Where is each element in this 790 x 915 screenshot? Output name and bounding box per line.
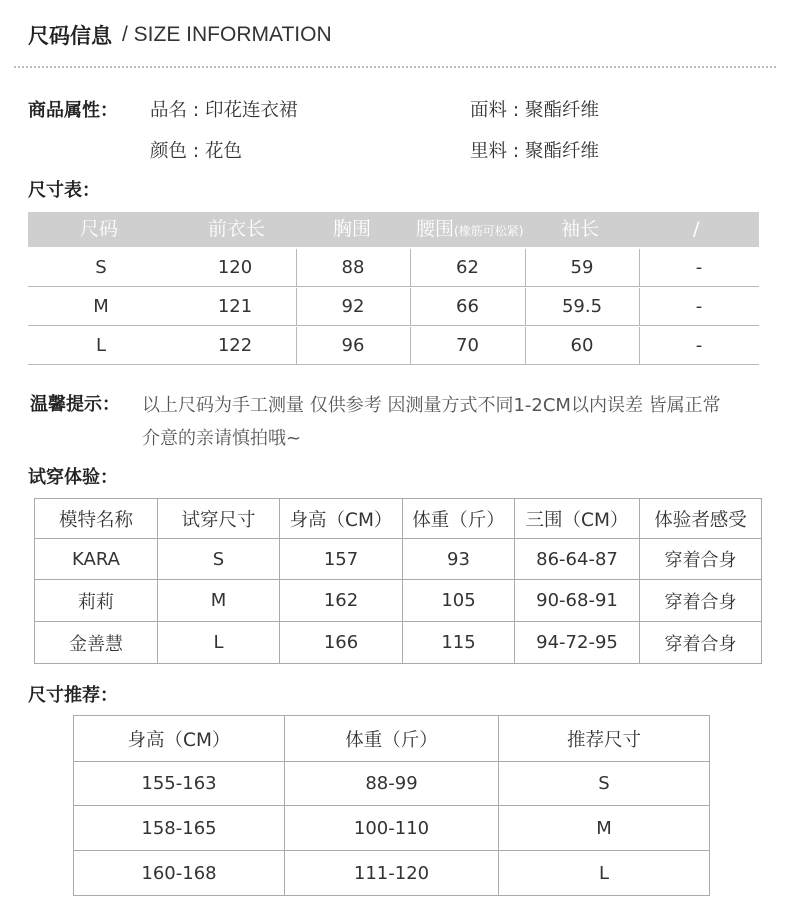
recommend-table bbox=[73, 715, 710, 896]
title-separator: / bbox=[122, 23, 134, 46]
table-row bbox=[35, 539, 762, 580]
header-waist-text: 腰围 bbox=[416, 218, 455, 240]
table-cell: 94-72-95 bbox=[515, 622, 640, 664]
table-cell: 157 bbox=[280, 539, 403, 580]
trial-table bbox=[34, 498, 762, 664]
size-table-header bbox=[28, 212, 759, 247]
attr-product-name: 品名 : 印花连衣裙 bbox=[150, 100, 298, 121]
size-table-label: 尺寸表： bbox=[28, 180, 100, 201]
table-cell: L bbox=[158, 622, 280, 664]
table-cell: 122 bbox=[217, 335, 253, 356]
table-row bbox=[74, 762, 710, 806]
attr-fabric: 面料 : 聚酯纤维 bbox=[470, 100, 599, 121]
page-title bbox=[28, 20, 332, 50]
table-cell: - bbox=[695, 296, 703, 317]
table-cell: 穿着合身 bbox=[640, 539, 762, 580]
table-cell: 穿着合身 bbox=[640, 580, 762, 622]
table-cell: 62 bbox=[456, 257, 479, 278]
table-cell: - bbox=[695, 335, 703, 356]
table-cell: 105 bbox=[403, 580, 515, 622]
table-cell: 86-64-87 bbox=[515, 539, 640, 580]
trial-header-row bbox=[35, 499, 762, 539]
table-cell: 88-99 bbox=[285, 762, 499, 806]
recommend-header-height: 身高（CM） bbox=[74, 716, 285, 762]
table-cell: S bbox=[95, 257, 107, 278]
table-cell: 70 bbox=[456, 335, 479, 356]
header-sleeve: 袖长 bbox=[561, 218, 600, 240]
recommend-header-row bbox=[74, 716, 710, 762]
trial-header-measurements: 三围（CM） bbox=[515, 499, 640, 539]
table-cell: - bbox=[695, 257, 703, 278]
table-row bbox=[35, 580, 762, 622]
table-row bbox=[28, 288, 759, 326]
table-cell: 120 bbox=[217, 257, 253, 278]
table-cell: 166 bbox=[280, 622, 403, 664]
dotted-divider bbox=[14, 66, 776, 68]
table-cell: L bbox=[499, 851, 710, 896]
header-length: 前衣长 bbox=[208, 218, 266, 240]
recommend-label: 尺寸推荐： bbox=[28, 685, 118, 706]
table-cell: 穿着合身 bbox=[640, 622, 762, 664]
table-cell: 93 bbox=[403, 539, 515, 580]
table-cell: 100-110 bbox=[285, 806, 499, 851]
trial-label: 试穿体验： bbox=[28, 467, 118, 488]
header-slash: / bbox=[693, 218, 700, 240]
trial-header-feeling: 体验者感受 bbox=[640, 499, 762, 539]
title-english bbox=[122, 23, 332, 47]
table-row bbox=[74, 806, 710, 851]
table-cell: KARA bbox=[35, 539, 158, 580]
table-cell: 111-120 bbox=[285, 851, 499, 896]
header-size: 尺码 bbox=[80, 218, 119, 240]
trial-header-model: 模特名称 bbox=[35, 499, 158, 539]
table-cell: 155-163 bbox=[74, 762, 285, 806]
title-english-text: SIZE INFORMATION bbox=[133, 23, 332, 46]
table-cell: S bbox=[499, 762, 710, 806]
title-chinese: 尺码信息 bbox=[28, 24, 112, 48]
trial-header-size: 试穿尺寸 bbox=[158, 499, 280, 539]
table-cell: 59 bbox=[570, 257, 594, 278]
table-cell: 59.5 bbox=[561, 296, 603, 317]
table-cell: 90-68-91 bbox=[515, 580, 640, 622]
header-waist-note: (橡筋可松紧) bbox=[454, 224, 524, 238]
table-cell: L bbox=[95, 335, 107, 356]
table-cell: 160-168 bbox=[74, 851, 285, 896]
attributes-label: 商品属性： bbox=[28, 100, 118, 121]
recommend-header-weight: 体重（斤） bbox=[285, 716, 499, 762]
attr-lining: 里料 : 聚酯纤维 bbox=[470, 141, 599, 162]
table-cell: 60 bbox=[570, 335, 594, 356]
table-cell: 121 bbox=[217, 296, 253, 317]
header-waist bbox=[416, 212, 523, 247]
table-cell: 金善慧 bbox=[35, 622, 158, 664]
trial-header-height: 身高（CM） bbox=[280, 499, 403, 539]
table-cell: 115 bbox=[403, 622, 515, 664]
table-row bbox=[74, 851, 710, 896]
trial-header-weight: 体重（斤） bbox=[403, 499, 515, 539]
table-cell: 96 bbox=[341, 335, 365, 356]
table-cell: 66 bbox=[456, 296, 479, 317]
header-chest: 胸围 bbox=[333, 218, 372, 240]
tip-line-2: 介意的亲请慎拍哦~ bbox=[142, 428, 302, 449]
table-cell: M bbox=[158, 580, 280, 622]
recommend-header-size: 推荐尺寸 bbox=[499, 716, 710, 762]
table-row bbox=[28, 249, 759, 287]
tip-label: 温馨提示： bbox=[30, 394, 120, 415]
table-cell: 92 bbox=[341, 296, 365, 317]
table-cell: 158-165 bbox=[74, 806, 285, 851]
table-row bbox=[28, 327, 759, 365]
table-row bbox=[35, 622, 762, 664]
table-cell: S bbox=[158, 539, 280, 580]
table-cell: 88 bbox=[341, 257, 365, 278]
table-cell: 162 bbox=[280, 580, 403, 622]
table-cell: 莉莉 bbox=[35, 580, 158, 622]
attr-color: 颜色 : 花色 bbox=[150, 141, 242, 162]
tip-line-1: 以上尺码为手工测量 仅供参考 因测量方式不同1-2CM以内误差 皆属正常 bbox=[142, 395, 721, 416]
table-cell: M bbox=[499, 806, 710, 851]
table-cell: M bbox=[93, 296, 109, 317]
